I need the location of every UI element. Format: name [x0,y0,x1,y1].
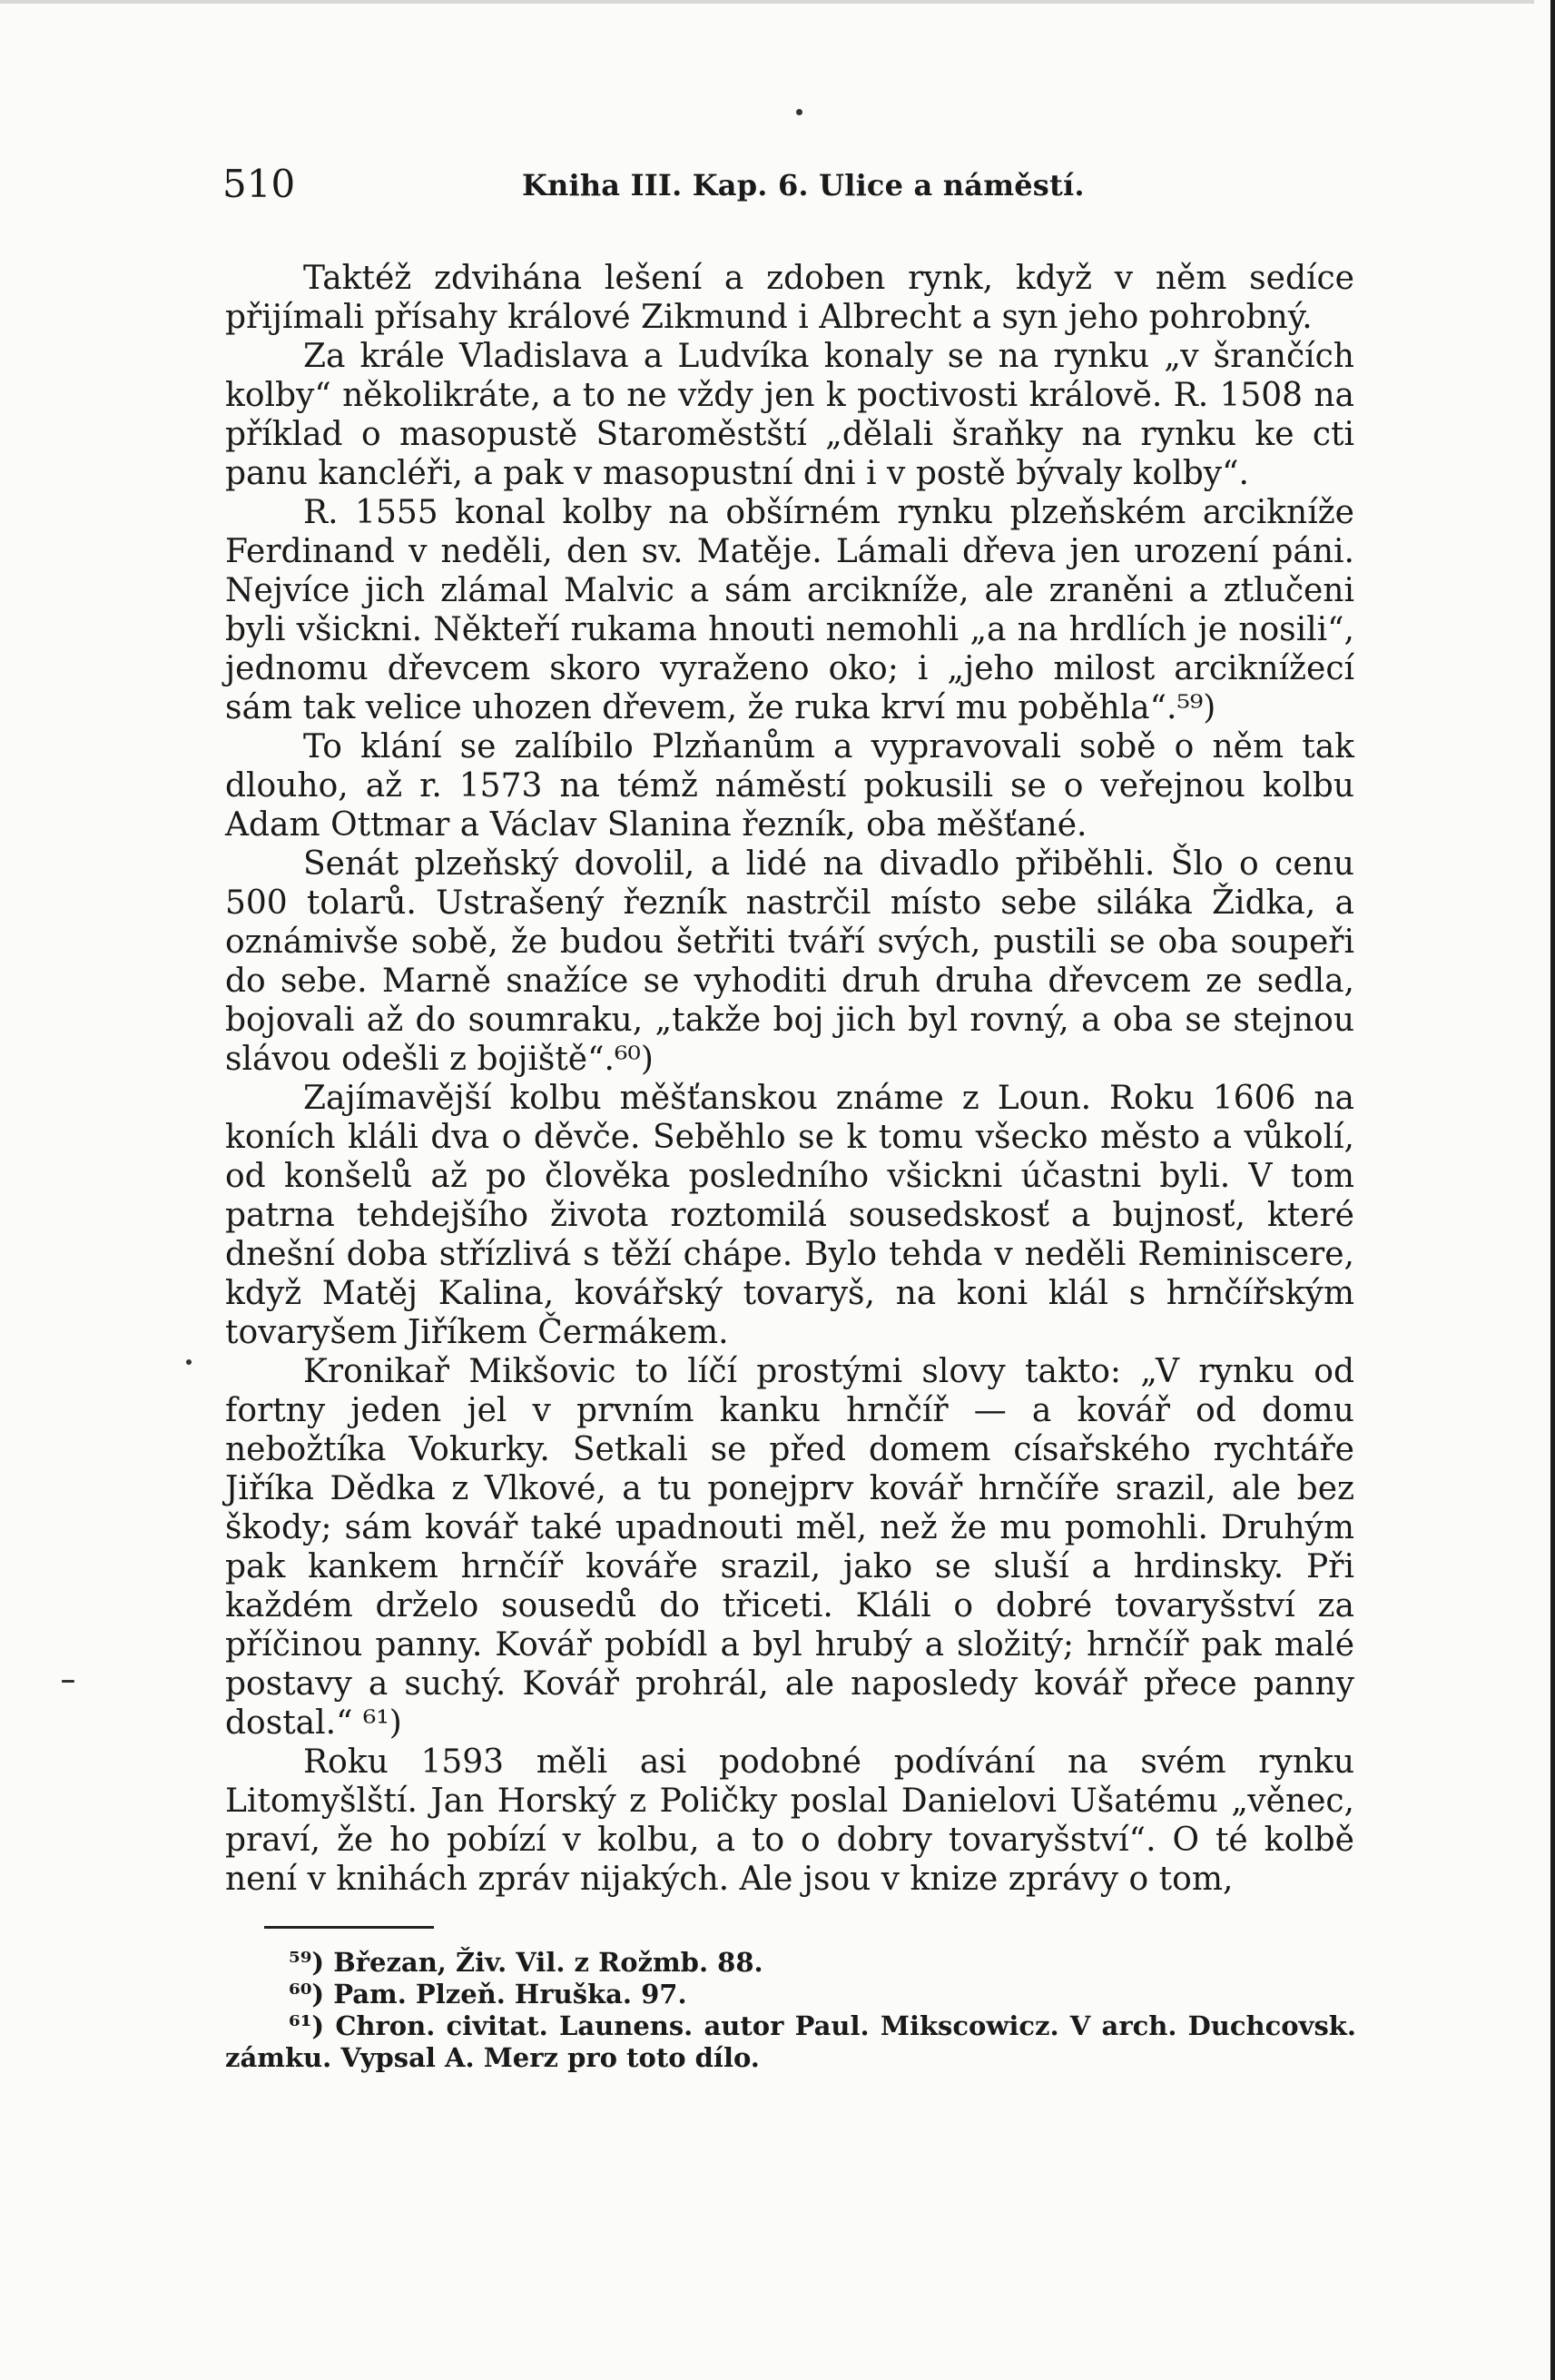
footnote: ⁵⁹) Březan, Živ. Vil. z Rožmb. 88. [289,1947,763,1978]
scan-speck [796,109,802,115]
footnotes [225,1947,1356,2074]
page-header [222,162,1353,207]
footnote: ⁶⁰) Pam. Plzeň. Hruška. 97. [289,1979,687,2010]
paragraph: Zajímavější kolbu měšťanskou známe z Loun. Roku 1606 na koních kláli dva o děvče. Seběhlo se k tomu všecko město a vůkolí, od konšelů až po člověka posledního všickni účastni byli. V tom patrna tehdejšího života roztomilá sousedskosť a bujnosť, které dnešní doba střízlivá s těží chápe. Bylo tehda v neděli Reminiscere, když Matěj Kalina, kovářský tovaryš, na koni klál s hrnčířským tovaryšem Jiříkem Čermákem. [225,1080,1354,1351]
paragraph: Taktéž zdvihána lešení a zdoben rynk, když v něm sedíce přijímali přísahy králové Zikmund i Albrecht a syn jeho pohrobný. [225,260,1354,336]
footnote: ⁶¹) Chron. civitat. Launens. autor Paul. Miksсowicz. V arch. Duchcovsk. zámku. Vypsal A. Merz pro toto dílo. [225,2010,1356,2073]
paragraph: Za krále Vladislava a Ludvíka konaly se na rynku „v šrančích kolby“ několikráte, a to ne vždy jen k poctivosti královĕ. R. 1508 na příklad o masopustě Staroměstští „dělali šraňky na rynku ke cti panu kancléři, a pak v masopustní dni i v postě bývaly kolby“. [225,338,1354,492]
scan-speck [62,1680,74,1683]
scan-top-edge [0,0,1534,4]
footnote-divider [264,1926,434,1929]
paragraph: Roku 1593 měli asi podobné podívání na svém rynku Litomyšlští. Jan Horský z Poličky poslal Danielovi Ušatému „věnec, praví, že ho pobízí v kolbu, a to o dobry tovaryšství“. O té kolbě není v knihách zpráv nijakých. Ale jsou v knize zprávy o tom, [225,1743,1354,1898]
paragraph: To klání se zalíbilo Plzňanům a vypravovali sobě o něm tak dlouho, až r. 1573 na témž náměstí pokusili se o veřejnou kolbu Adam Ottmar a Václav Slanina řezník, oba měšťané. [225,728,1354,844]
paragraph: Kronikař Mikšovic to líčí prostými slovy takto: „V rynku od fortny jeden jel v prvním kanku hrnčíř — a kovář od domu nebožtíka Vokurky. Setkali se před domem císařského rychtáře Jiříka Dědka z Vlkové, a tu ponejprv kovář hrnčíře srazil, ale bez škody; sám kovář také upadnouti měl, než že mu pomohli. Druhým pak kankem hrnčíř kováře srazil, jako se sluší a hrdinsky. Při každém drželo sousedů do třiceti. Kláli o dobré tovaryšství za příčinou panny. Kovář pobídl a byl hrubý a složitý; hrnčíř pak malé postavy a suchý. Kovář prohrál, ale naposledy kovář přece panny dostal.“ ⁶¹) [225,1353,1354,1742]
body-text [225,259,1354,1899]
scan-speck [186,1359,192,1365]
scan-right-edge [1550,0,1555,2380]
page-number: 510 [222,162,296,206]
paragraph: R. 1555 konal kolby na obšírném rynku plzeňském arcikníže Ferdinand v neděli, den sv. Matěje. Lámali dřeva jen urození páni. Nejvíce jich zlámal Malvic a sám arcikníže, ale zraněni a ztlučeni byli všickni. Někteří rukama hnouti nemohli „a na hrdlích je nosili“, jednomu dřevcem skoro vyraženo oko; i „jeho milost arciknížecí sám tak velice uhozen dřevem, že ruka krví mu poběhla“.⁵⁹) [225,494,1354,726]
paragraph: Senát plzeňský dovolil, a lidé na divadlo přiběhli. Šlo o cenu 500 tolarů. Ustrašený řezník nastrčil místo sebe siláka Židka, a oznámivše sobě, že budou šetřiti tváří svých, pustili se oba soupeři do sebe. Marně snažíce se vyhoditi druh druha dřevcem ze sedla, bojovali až do soumraku, „takže boj jich byl rovný, a oba se stejnou slávou odešli z bojiště“.⁶⁰) [225,845,1354,1078]
running-head: Kniha III. Kap. 6. Ulice a náměstí. [522,168,1085,202]
